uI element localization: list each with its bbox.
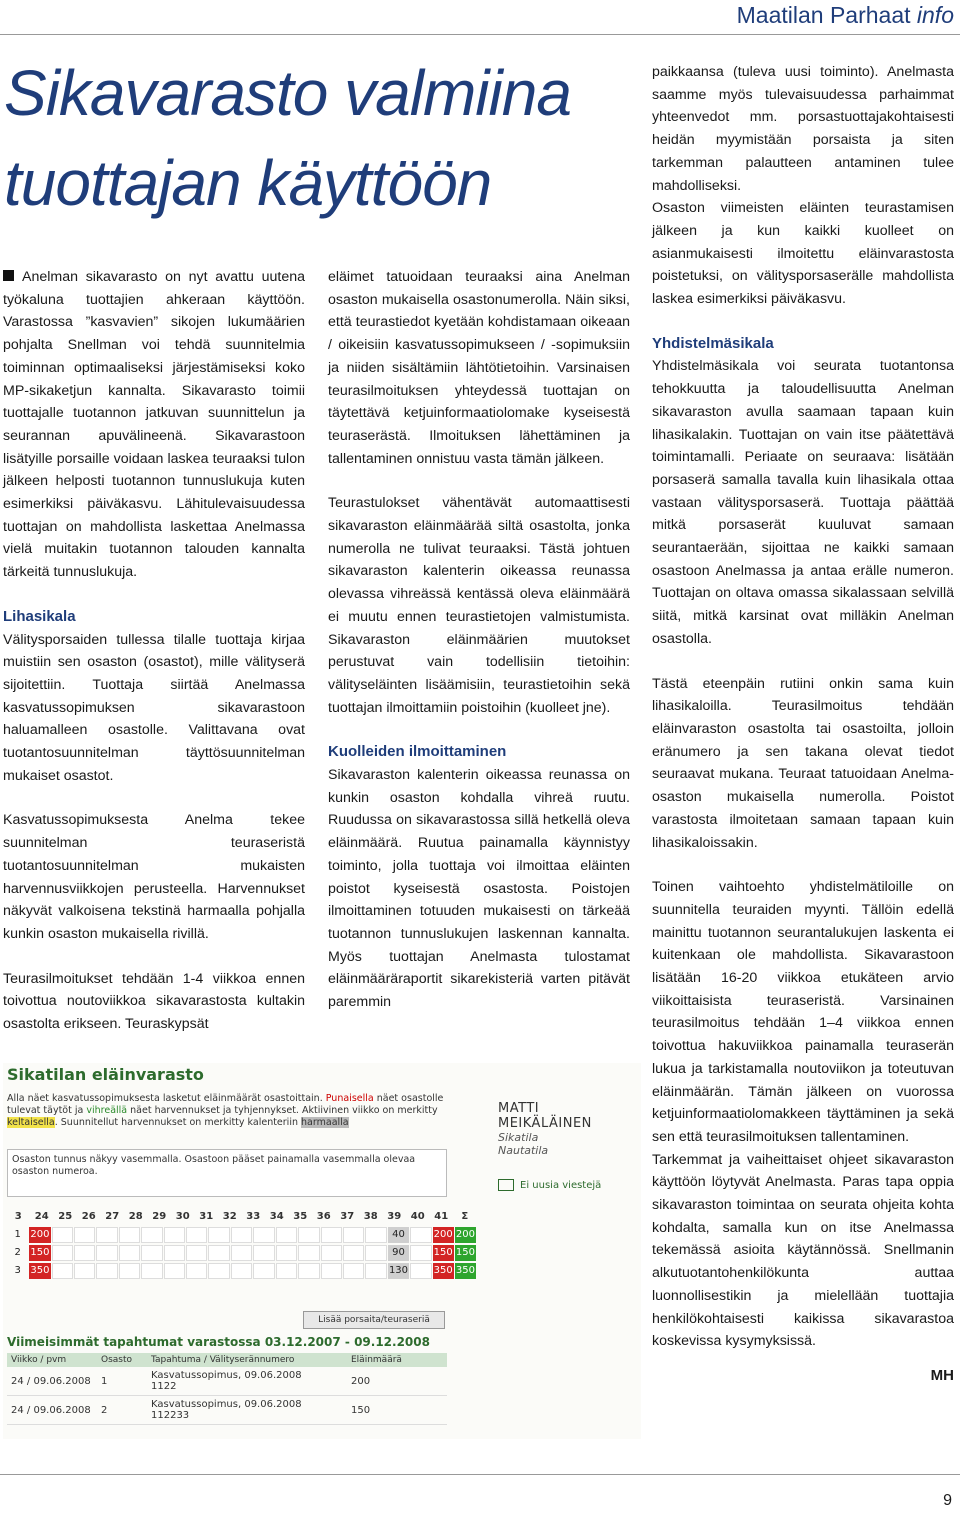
week-cell[interactable]: 130 xyxy=(388,1263,409,1279)
profile-name: MATTI MEIKÄLÄINEN xyxy=(498,1101,592,1131)
screenshot-title: Sikatilan eläinvarasto xyxy=(7,1065,204,1084)
week-header-cell: 39 xyxy=(387,1211,402,1222)
user-profile xyxy=(498,1101,638,1191)
week-header-cell: 34 xyxy=(269,1211,284,1222)
week-cell xyxy=(253,1227,274,1243)
paragraph: Yhdistelmäsikala voi seurata tuotantonsa tehokkuutta ja taloudellisuutta Anelman sikavaraston avulla saamaan tapaan kuin lihasikalakin. Tuottajan on vain itse päätettävä toimintamalli. Periaate on seuraava: lisätään porsaserä samalla tavalla kuin lihasikala ottaa vastaan välitysporsaserä. Tuottaja päättää mitkä porsaserät kuuluvat samaan seurantaerään, sijoittaa ne kaikki samaan osastoon Anelmassa ja antaa erälle numeron. Tuottajan on oltava omassa sikalassaan selvillä siitä, mitkä karsinat ovat milläkin Anelman osastolla. xyxy=(652,358,954,647)
article-column-2 xyxy=(328,266,630,1036)
week-cell xyxy=(208,1227,229,1243)
week-cell xyxy=(208,1263,229,1279)
animal-count-cell[interactable]: 150 xyxy=(455,1245,476,1261)
week-cell xyxy=(164,1263,185,1279)
recent-events-title: Viimeisimmät tapahtumat varastossa 03.12.2007 - 09.12.2008 xyxy=(7,1335,430,1349)
paragraph: Tarkemmat ja vaiheittaiset ohjeet sikavaraston käyttöön löytyvät Anelmasta. Paras tapa oppia sikavaraston toimintaa on seurata ohjeita kohta kohdalta, samalla kun on itse Anelmassa tekemässä asioita käytännössä. Snellmanin alkutuotantohenkilökunta auttaa luonnollisestikin ja mielellään tuottajia henkilökohtaisesti kaikissa sikavarastoa koskevissa kysymyksissä. xyxy=(652,1151,954,1350)
week-cell xyxy=(321,1263,342,1279)
week-cell xyxy=(298,1245,319,1261)
week-header-cell: 40 xyxy=(410,1211,425,1222)
week-header-cell: 25 xyxy=(58,1211,73,1222)
week-cell xyxy=(276,1245,297,1261)
paragraph: paikkaansa (tuleva uusi toiminto). Anelmasta saamme myös tulevaisuudessa parhaimmat yhteenvedot mm. porsastuottajakohtaisesti heidän myymistään porsaista ja siten tarkemman palautteen antaminen tulee mahdolliseksi. xyxy=(652,64,954,194)
week-header-cell: 36 xyxy=(316,1211,331,1222)
publication-header xyxy=(0,0,960,34)
week-header-cell: 30 xyxy=(175,1211,190,1222)
week-cell[interactable]: 200 xyxy=(29,1227,50,1243)
week-cell xyxy=(119,1245,140,1261)
messages-link[interactable]: Ei uusia viestejä xyxy=(498,1179,638,1191)
week-cell xyxy=(276,1227,297,1243)
week-cell[interactable]: 150 xyxy=(433,1245,454,1261)
week-cell xyxy=(410,1263,431,1279)
week-cell xyxy=(186,1263,207,1279)
paragraph: Osaston viimeisten eläinten teurastamisen jälkeen ja kun kaikki kuolleet on asianmukaisesti ilmoitettu eläinvarastosta poistetuksi, on välitysporsaserälle mahdollista laskea esimerkiksi päiväkasvu. xyxy=(652,200,954,308)
department-row xyxy=(7,1227,477,1245)
animal-count-cell[interactable]: 350 xyxy=(455,1263,476,1279)
department-row xyxy=(7,1263,477,1281)
week-cell[interactable]: 200 xyxy=(433,1227,454,1243)
department-number-link[interactable]: 3 xyxy=(14,1265,21,1276)
subheading-yhdistelmasikala: Yhdistelmäsikala xyxy=(652,334,774,352)
paragraph: Sikavaraston kalenterin oikeassa reunassa on kunkin osaston kohdalla vihreä ruutu. Ruudussa on sikavarastossa sillä hetkellä oleva eläinmäärä. Ruutua painamalla käynnistyy toiminto, jolla tuottaja voi ilmoittaa eläinten poistot kyseisestä osastosta. Poistojen ilmoittaminen totuuden mukaisesti on tärkeää tuotannon tunnuslukujen laskennan kannalta. Myös tuottajan Anelmasta tulostamat eläinmääräraportit sikarekisteriä varten pitävät paremmin xyxy=(328,767,630,1011)
animal-count-cell[interactable]: 200 xyxy=(455,1227,476,1243)
table-row[interactable]: 24 / 09.06.2008 1 Kasvatussopimus, 09.06.2008 1122 200 xyxy=(7,1367,447,1396)
week-cell xyxy=(52,1245,73,1261)
headline-line-2: tuottajan käyttöön xyxy=(4,147,492,219)
paragraph: Tästä eteenpäin rutiini onkin sama kuin lihasikaloilla. Teurasilmoitus tehdään eläinvaraston osastolta tai osastoilta, jolloin eränumero ja sen takana olevat tiedot seuraavat mukana. Teuraat tatuoidaan Anelma-osaston mukaisella numerolla. Poistot varastosta ilmoitetaan samaan tapaan kuin lihasikaloissakin. xyxy=(652,675,954,851)
week-cell xyxy=(231,1227,252,1243)
week-cell xyxy=(365,1263,386,1279)
app-screenshot xyxy=(3,1063,641,1439)
subheading-kuolleiden: Kuolleiden ilmoittaminen xyxy=(328,743,507,761)
week-cell xyxy=(141,1245,162,1261)
week-cell xyxy=(298,1227,319,1243)
week-cell xyxy=(186,1245,207,1261)
department-row xyxy=(7,1245,477,1263)
week-cell xyxy=(208,1245,229,1261)
week-cell xyxy=(253,1245,274,1261)
week-cell xyxy=(52,1263,73,1279)
week-header-cell: 38 xyxy=(363,1211,378,1222)
profile-role: Sikatila Nautatila xyxy=(498,1131,549,1157)
week-cell xyxy=(74,1245,95,1261)
week-cell[interactable]: 350 xyxy=(29,1263,50,1279)
article-column-3 xyxy=(652,61,954,1388)
week-cell xyxy=(321,1227,342,1243)
week-header-cell: Σ xyxy=(461,1211,469,1222)
week-header-cell: 26 xyxy=(81,1211,96,1222)
week-header-cell: 41 xyxy=(434,1211,449,1222)
department-number-link[interactable]: 2 xyxy=(14,1247,21,1258)
week-cell xyxy=(410,1245,431,1261)
add-piglets-button[interactable]: Lisää porsaita/teuraseriä xyxy=(303,1311,445,1329)
table-row[interactable]: 24 / 09.06.2008 2 Kasvatussopimus, 09.06.2008 112233 150 xyxy=(7,1396,447,1425)
week-header-cell: 27 xyxy=(105,1211,120,1222)
publication-name: Maatilan Parhaat xyxy=(736,2,911,28)
week-cell xyxy=(96,1263,117,1279)
week-header-cell: 37 xyxy=(340,1211,355,1222)
week-cell xyxy=(74,1263,95,1279)
week-cell[interactable]: 40 xyxy=(388,1227,409,1243)
week-cell[interactable]: 150 xyxy=(29,1245,50,1261)
week-cell xyxy=(410,1227,431,1243)
week-cell xyxy=(253,1263,274,1279)
author-signature: MH xyxy=(930,1366,954,1384)
week-cell xyxy=(343,1245,364,1261)
paragraph: Anelman sikavarasto on nyt avattu uutena työkaluna tuottajien ahkeraan käyttöön. Varastossa ”kasvavien” sikojen lukumäärien pohjalta Snellman voi tehdä suunnitelmia toiminnan optimaaliseksi järjestämiseksi koko MP-sikaketjun kannalta. Sikavarasto toimii tuottajalle tuotannon jatkuvan suunnittelun ja seurannan apuvälineenä. Sikavarastoon lisätyille porsaille voidaan laskea teuraaksi tulon jälkeen helposti tuotannon tunnuslukuja kuten esimerkiksi päiväkasvu. Lähitulevaisuudessa tuottajan on mahdollista laskettaa Anelmassa vielä muitakin tuotannon talouden kannalta tärkeitä tunnuslukuja. xyxy=(3,269,305,581)
paragraph: Toinen vaihtoehto yhdistelmätiloille on suunnitella teuraiden myynti. Tällöin edellä mainittu tuotannon seurantalukujen laskenta ei kuitenkaan ole mahdollista. Sikavarastoon lisätään 16-20 viikkoa etukäteen arvio viikoittaisista teuraseristä. Varsinainen teurasilmoitus tehdään 1–4 viikkoa ennen toivottua hakuviikkoa painamalla teuraserän lukua ja tarkistamalla noutoviikon ja toteutuvan eläinmäärän. Tämän jälkeen on vuorossa ketjuinformaatiolomakkeen täyttäminen ja sekä sen että teurasilmoituksen tallentaminen. xyxy=(652,879,954,1145)
paragraph: eläimet tatuoidaan teuraaksi aina Anelman osaston mukaisella osastonumerolla. Näin siksi, että teurastiedot kyetään kohdistamaan oikeaan / oikeisiin kasvatussopimukseen / -sopimuksiin ja niiden sisältämiin lähtötietoihin. Varsinaisen teurasilmoituksen yhteydessä tuottajan on täytettävä ketjuinformaatiolomake kyseisestä teuraserästä. Ilmoituksen lähettäminen ja tallentaminen onnistuu vasta tämän jälkeen. xyxy=(328,269,630,467)
article-headline xyxy=(4,48,571,228)
paragraph: Välitysporsaiden tullessa tilalle tuottaja kirjaa muistiin sen osaston (osastot), mille välityserä sijoitettiin. Tuottaja siirtää Anelmassa kasvatussopimuksen sikavarastoon haluamalleen osastolle. Valittavana ovat tuotantosuunnitelman täyttösuunnitelman mukaiset osastot. xyxy=(3,631,305,784)
week-cell xyxy=(231,1263,252,1279)
paragraph: Kasvatussopimuksesta Anelma tekee suunnitelman teuraseristä tuotantosuunnitelman mukaisten harvennusviikkojen perusteella. Harvennukset näkyvät valkoisena tekstinä harmaalla pohjalla kunkin osaston mukaisella rivillä. xyxy=(3,812,305,942)
week-cell xyxy=(365,1245,386,1261)
bullet-square-icon xyxy=(3,270,14,281)
week-cell xyxy=(298,1263,319,1279)
week-cell xyxy=(231,1245,252,1261)
screenshot-intro: Alla näet kasvatussopimuksesta lasketut eläinmäärät osastoittain. Punaisella näet osastolle tulevat täytöt ja vihreällä näet harvennukset ja tyhjennykset. Aktiivinen viikko on merkitty keltaisella. Suunnitellut harvennukset on merkitty kalenteriin harmaalla xyxy=(7,1093,444,1128)
envelope-icon xyxy=(498,1179,514,1191)
week-cell xyxy=(321,1245,342,1261)
page-number: 9 xyxy=(943,1492,952,1509)
week-cell xyxy=(186,1227,207,1243)
week-header-cell: 31 xyxy=(199,1211,214,1222)
subheading-lihasikala: Lihasikala xyxy=(3,607,76,625)
week-header-cell: 33 xyxy=(246,1211,261,1222)
week-header-cell: 3 xyxy=(14,1211,22,1222)
week-grid xyxy=(7,1209,477,1281)
week-header-cell: 28 xyxy=(128,1211,143,1222)
week-cell xyxy=(119,1227,140,1243)
week-cell xyxy=(96,1227,117,1243)
header-divider xyxy=(0,34,960,35)
paragraph: Teurastulokset vähentävät automaattisesti sikavaraston eläinmäärää siltä osastolta, jonka numerolla ne tulivat teuraaksi. Tästä johtuen sikavaraston kalenterin oikeassa reunassa olevassa vihreässä kentässä oleva eläinmäärä ei muutu ennen teurastietojen valmistumista. Sikavaraston eläinmäärien muutokset perustuvat vain todellisiin tietoihin: välityseläinten lisäämisiin, teurastietoihin sekä tuottajan ilmoittamiin poistoihin (kuolleet jne). xyxy=(328,495,630,716)
publication-title xyxy=(737,2,954,29)
recent-events-table xyxy=(7,1353,447,1425)
recent-events-header: Viikko / pvm Osasto Tapahtuma / Välityserännumero Eläinmäärä xyxy=(7,1353,447,1367)
week-cell xyxy=(343,1263,364,1279)
week-cell xyxy=(119,1263,140,1279)
article-column-1 xyxy=(3,266,305,1058)
week-cell[interactable]: 90 xyxy=(388,1245,409,1261)
week-cell xyxy=(52,1227,73,1243)
paragraph: Teurasilmoitukset tehdään 1-4 viikkoa ennen toivottua noutoviikkoa sikavarastosta kultakin osastolta erikseen. Teuraskypsät xyxy=(3,970,305,1033)
footer-divider xyxy=(0,1474,960,1475)
week-cell xyxy=(141,1263,162,1279)
week-cell xyxy=(164,1245,185,1261)
headline-line-1: Sikavarasto valmiina xyxy=(4,57,571,129)
week-cell xyxy=(343,1227,364,1243)
week-cell[interactable]: 350 xyxy=(433,1263,454,1279)
publication-suffix: info xyxy=(916,2,954,28)
week-cell xyxy=(276,1263,297,1279)
week-cell xyxy=(365,1227,386,1243)
week-cell xyxy=(141,1227,162,1243)
week-header-cell: 29 xyxy=(152,1211,167,1222)
screenshot-info-box: Osaston tunnus näkyy vasemmalla. Osastoon pääset painamalla vasemmalla olevaa osaston numeroa. xyxy=(7,1149,447,1197)
week-header-cell: 35 xyxy=(293,1211,308,1222)
week-header-cell: 32 xyxy=(222,1211,237,1222)
week-cell xyxy=(164,1227,185,1243)
department-number-link[interactable]: 1 xyxy=(14,1229,21,1240)
week-header-row xyxy=(7,1209,477,1227)
week-cell xyxy=(96,1245,117,1261)
week-header-cell: 24 xyxy=(34,1211,49,1222)
week-cell xyxy=(74,1227,95,1243)
